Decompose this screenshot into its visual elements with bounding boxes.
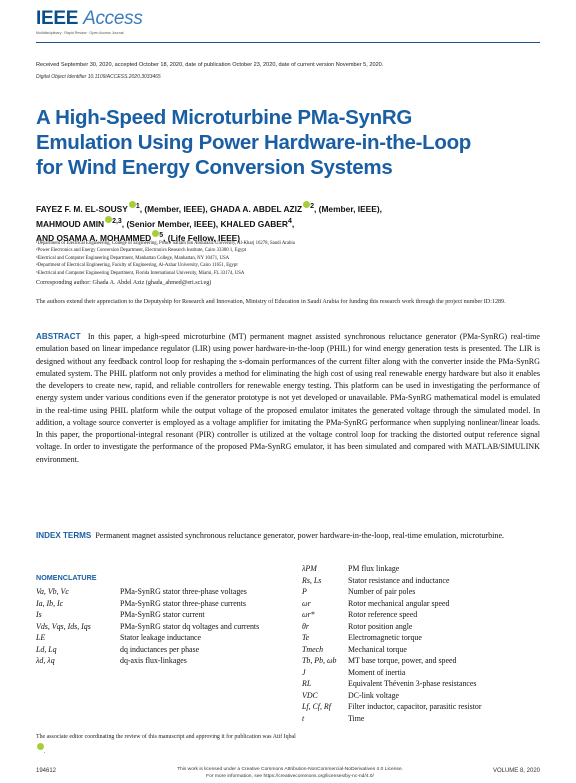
author-role: , (Member, IEEE), bbox=[314, 203, 382, 214]
orcid-icon[interactable] bbox=[129, 201, 136, 208]
nomenclature-symbol: Vds, Vqs, Ids, Iqs bbox=[36, 621, 91, 631]
journal-tagline: Multidisciplinary : Rapid Review : Open Access Journal bbox=[36, 31, 124, 35]
journal-logo bbox=[36, 8, 143, 30]
title-line: for Wind Energy Conversion Systems bbox=[36, 156, 393, 179]
nomenclature-symbol: θr bbox=[302, 621, 309, 631]
nomenclature-definition: PMa-SynRG stator three-phase voltages bbox=[120, 587, 247, 596]
editor-footnote: The associate editor coordinating the review of this manuscript and approving it for publication was Atif Iqbal. bbox=[36, 734, 296, 755]
nomenclature-row bbox=[36, 586, 306, 598]
affiliations bbox=[36, 240, 546, 277]
logo-ieee: IEEE bbox=[36, 8, 79, 29]
title-line: A High-Speed Microturbine PMa-SynRG bbox=[36, 106, 412, 129]
nomenclature-definition: dq-axis flux-linkages bbox=[120, 656, 187, 665]
nomenclature-symbol: J bbox=[302, 667, 306, 677]
nomenclature-row bbox=[302, 701, 542, 713]
index-terms-label: INDEX TERMS bbox=[36, 531, 92, 540]
nomenclature-symbol: ωr bbox=[302, 598, 311, 608]
abstract bbox=[36, 331, 540, 466]
nomenclature-symbol: Tmech bbox=[302, 644, 324, 654]
nomenclature-definition: Rotor reference speed bbox=[348, 610, 418, 619]
license-line[interactable]: For more information, see https://creativecommons.org/licenses/by-nc-nd/4.0/ bbox=[206, 774, 374, 779]
nomenclature-row bbox=[302, 586, 542, 598]
nomenclature-symbol: ωr* bbox=[302, 610, 315, 619]
license-notice bbox=[140, 766, 440, 780]
nomenclature-row bbox=[302, 678, 542, 690]
nomenclature-right bbox=[302, 563, 542, 724]
nomenclature-row bbox=[302, 609, 542, 621]
author-name: GHADA A. ABDEL AZIZ bbox=[210, 203, 303, 214]
nomenclature-symbol: Te bbox=[302, 633, 310, 642]
nomenclature-row bbox=[36, 655, 306, 667]
nomenclature-row bbox=[302, 575, 542, 587]
nomenclature-row bbox=[302, 667, 542, 679]
affiliation: ³Electrical and Computer Engineering Department, Manhattan College, Manhattan, NY 10471, USA bbox=[36, 255, 230, 261]
doi[interactable]: Digital Object Identifier 10.1109/ACCESS.2020.3033465 bbox=[36, 74, 161, 80]
nomenclature-row bbox=[36, 598, 306, 610]
nomenclature-definition: PM flux linkage bbox=[348, 564, 400, 573]
affiliation: ⁵Electrical and Computer Engineering Department, Florida International University, Miami, FL 33174, USA bbox=[36, 270, 245, 276]
author-role: , (Member, IEEE), bbox=[139, 203, 210, 214]
nomenclature-heading: NOMENCLATURE bbox=[36, 573, 97, 582]
author-affil-sup: 2,3 bbox=[112, 217, 122, 225]
author-name: AND OSAMA A. MOHAMMED bbox=[36, 232, 152, 243]
author-role: , (Senior Member, IEEE), bbox=[121, 218, 221, 229]
page-number: 194612 bbox=[36, 768, 57, 774]
nomenclature-symbol: RL bbox=[302, 679, 312, 688]
nomenclature-row bbox=[36, 621, 306, 633]
nomenclature-definition: PMa-SynRG stator current bbox=[120, 610, 205, 619]
nomenclature-symbol: Tb, Pb, ωb bbox=[302, 656, 337, 665]
nomenclature-definition: MT base torque, power, and speed bbox=[348, 656, 457, 665]
nomenclature-symbol: Is bbox=[36, 610, 42, 619]
license-line[interactable]: This work is licensed under a Creative Commons Attribution-NonCommercial-NoDerivatives 4.0 License. bbox=[177, 767, 403, 772]
author-affil-sup: 5 bbox=[159, 232, 164, 240]
nomenclature-row bbox=[302, 655, 542, 667]
index-terms bbox=[36, 530, 540, 542]
nomenclature-definition: Equivalent Thévenin 3-phase resistances bbox=[348, 679, 477, 688]
nomenclature-definition: Filter inductor, capacitor, parasitic resistor bbox=[348, 702, 482, 711]
nomenclature-row bbox=[36, 609, 306, 621]
nomenclature-left bbox=[36, 586, 306, 667]
nomenclature-symbol: t bbox=[302, 713, 305, 723]
author-affil-sup: 2 bbox=[310, 203, 315, 210]
nomenclature-symbol: LE bbox=[36, 633, 46, 642]
footnote-text: The associate editor coordinating the review of this manuscript and approving it for publication was Atif Iqbal bbox=[36, 734, 296, 740]
nomenclature-definition: dq inductances per phase bbox=[120, 644, 200, 654]
nomenclature-definition: Stator leakage inductance bbox=[120, 633, 202, 642]
paper-title bbox=[36, 105, 496, 180]
nomenclature-definition: Electromagnetic torque bbox=[348, 633, 422, 642]
affiliation: ²Power Electronics and Energy Conversion Department, Electronics Research Institute, Cairo 33300 1, Egypt bbox=[36, 248, 247, 254]
author-role: , bbox=[291, 218, 295, 229]
nomenclature-row bbox=[302, 621, 542, 633]
nomenclature-definition: Moment of inertia bbox=[348, 667, 406, 677]
nomenclature-symbol: Lf, Cf, Rf bbox=[302, 702, 331, 711]
author-name: MAHMOUD AMIN bbox=[36, 218, 105, 229]
nomenclature-row bbox=[302, 598, 542, 610]
nomenclature-definition: PMa-SynRG stator three-phase currents bbox=[120, 598, 246, 608]
logo-access: Access bbox=[83, 8, 143, 29]
nomenclature-symbol: Rs, Ls bbox=[302, 575, 322, 585]
nomenclature-symbol: Ld, Lq bbox=[36, 644, 57, 654]
nomenclature-row bbox=[36, 632, 306, 644]
affiliation: ¹Department of Electrical Engineering, College of Engineering, Prince Sattam bin Abdulaziz University, Al-Kharj 16278, Saudi Arabia bbox=[36, 241, 295, 246]
author-affil-sup: 1 bbox=[135, 203, 140, 210]
abstract-label: ABSTRACT bbox=[36, 332, 81, 341]
nomenclature-definition: Rotor position angle bbox=[348, 621, 413, 631]
nomenclature-definition: PMa-SynRG stator dq voltages and currents bbox=[120, 621, 260, 631]
author-list bbox=[36, 201, 536, 245]
index-terms-text: Permanent magnet assisted synchronous reluctance generator, power hardware-in-the-loop, real-time emulation, microturbine. bbox=[95, 531, 505, 540]
nomenclature-row bbox=[302, 632, 542, 644]
nomenclature-row bbox=[302, 563, 542, 575]
volume-label: VOLUME 8, 2020 bbox=[492, 768, 540, 774]
nomenclature-symbol: Va, Vb, Vc bbox=[36, 587, 69, 596]
nomenclature-symbol: P bbox=[302, 587, 307, 596]
nomenclature-symbol: λd, λq bbox=[36, 656, 55, 665]
orcid-icon[interactable] bbox=[37, 743, 44, 750]
nomenclature-definition: Rotor mechanical angular speed bbox=[348, 598, 450, 608]
nomenclature-symbol: VDC bbox=[302, 690, 318, 700]
nomenclature-row bbox=[36, 644, 306, 656]
corresponding-author: Corresponding author: Ghada A. Abdel Aziz (ghada_ahmed@eri.sci.eg) bbox=[36, 280, 212, 286]
nomenclature-row bbox=[302, 690, 542, 702]
nomenclature-symbol: λPM bbox=[302, 564, 317, 573]
author-role: , (Life Fellow, IEEE) bbox=[163, 232, 241, 243]
received-dates: Received September 30, 2020, accepted October 18, 2020, date of publication October 23, 2020, date of current version November 5, 2020. bbox=[36, 62, 384, 68]
nomenclature-definition: Stator resistance and inductance bbox=[348, 575, 450, 585]
nomenclature-row bbox=[302, 644, 542, 656]
nomenclature-definition: DC-link voltage bbox=[348, 690, 400, 700]
title-line: Emulation Using Power Hardware-in-the-Loop bbox=[36, 131, 472, 154]
header-rule bbox=[36, 42, 540, 43]
nomenclature-definition: Time bbox=[348, 713, 365, 723]
funding-note: The authors extend their appreciation to the Deputyship for Research and Innovation, Ministry of Education in Saudi Arabia for funding this research work through the project number ID:1289. bbox=[36, 299, 506, 305]
nomenclature-definition: Mechanical torque bbox=[348, 644, 407, 654]
author-affil-sup: 4 bbox=[287, 217, 292, 225]
author-name: FAYEZ F. M. EL-SOUSY bbox=[36, 203, 128, 214]
nomenclature-symbol: Ia, Ib, Ic bbox=[36, 598, 64, 608]
affiliation: ⁴Department of Electrical Engineering, Faculty of Engineering, Al-Azhar University, Cairo 11651, Egypt bbox=[36, 263, 238, 269]
nomenclature-definition: Number of pair poles bbox=[348, 587, 416, 596]
abstract-text: In this paper, a high-speed microturbine (MT) permanent magnet assisted synchronous reluctance generator (PMa-SynRG) real-time emulation based on linear impedance regulator (LIR) using power hardware-in-the-loop (PHIL) for wind energy generation tests is presented. The LIR is designed without any feedback control loop for reshaping the s-domain performances of the current filter along with the converter inside the PMa-SynRG emulated system. The PHIL platform not only provides a method for eliminating the high cost of using real renewable energy hardware but also it enables the developers to create new, rapid, and reliable controllers for renewable energy testing. This platform can be used in investigating the performance of energy system under various conditions even if the generator prototype is not yet developed or unavailable. PMa-SynRG mathematical model is emulated in the real-time using PHIL platform while the output voltage of the proposed emulator imitates the generated voltage through the simulated model. In addition, a voltage source converter is employed as a voltage amplifier for imitating the PMa-SynRG performance when supplying nonlinear/linear loads. In this paper, the proportional-integral resonant (PIR) controller is utilized at the voltage control loop for tracking the distorted output reference signal voltage. In order to investigate the performance of the proposed PMa-SynRG emulator, it has been simulated and compared with MATLAB/SIMULINK environment. bbox=[36, 332, 540, 464]
nomenclature-row bbox=[302, 713, 542, 725]
author-name: KHALED GABER bbox=[220, 218, 288, 229]
